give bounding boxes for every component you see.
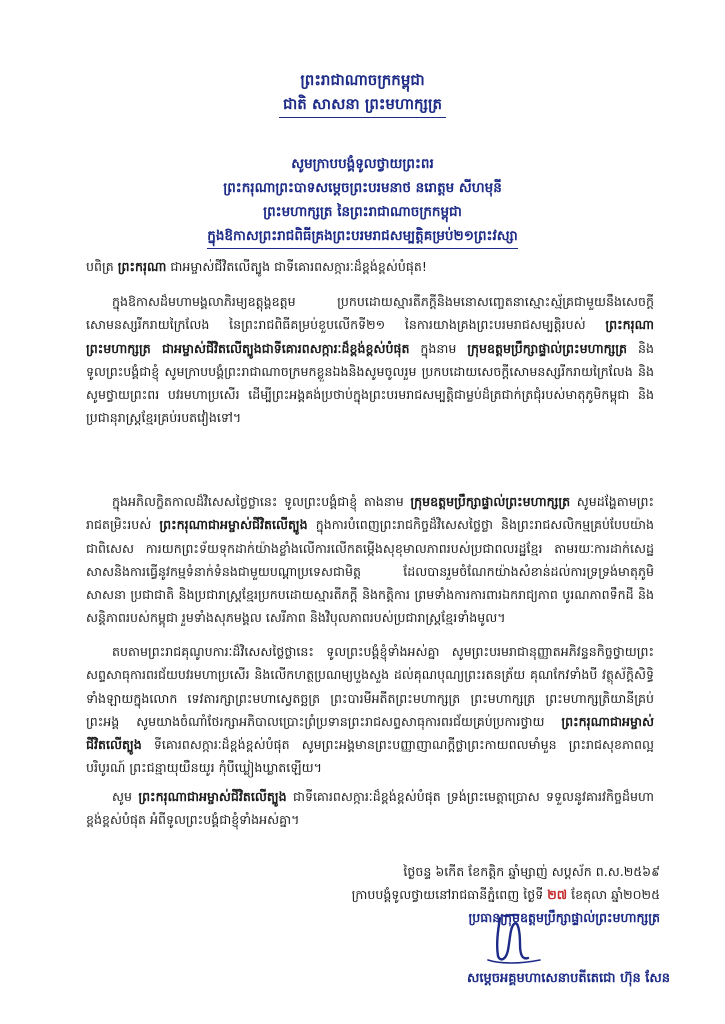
p3-text-a: តបតាមព្រះរាជគុណូបការៈដ៏វិសេសថ្លៃថ្លានេះ ទូលព្រះបង្គំខ្ញុំទាំងអស់គ្នា សូមព្រះបរមរាជានុញ្ញាតអភិវន្ទនកិច្ចថ្វាយព្រះសព្ទសាធុការពរជ័យបវរមហាប្រសើរ និងលើកហត្ថប្រណម្យបួងសួង ដល់គុណបុណ្យព្រះរតនត្រ័យ គុណកែវទាំងបី វត្ថុស័ក្តិសិទ្ធិទាំងឡាយក្នុងលោក ទេវតារក្សាព្រះមហាស្វេតច្ឆត្រ ព្រះបារមីអតីតព្រះមហាក្សត្រ ព្រះមហាក្សត្រ ព្រះមហាក្សត្រិយានីគ្រប់ព្រះអង្គ សូមយាងចំណាំថែរក្សាអភិបាលប្រោះព្រំប្រទានព្រះរាជសព្ទសាធុការពរជ័យគ្រប់ប្រការថ្វាយ bbox=[86, 644, 654, 729]
date-month-year: ខែតុលា ឆ្នាំ២០២៥ bbox=[571, 887, 660, 902]
title-line-2: ព្រះករុណាព្រះបាទសម្តេចព្រះបរមនាថ នរោត្តម សីហមុនី bbox=[223, 180, 502, 196]
letter-header bbox=[0, 68, 725, 118]
p1-text-a: ក្នុងឱកាសដ៏មហាមង្គលាភិរម្យឧត្តុង្គឧត្តម ប្រកបដោយស្មារតីភក្តីនិងមនោសញ្ចេតនាស្មោះស្ម័គ្រជាមួយនឹងសេចក្តីសោមនស្សរីករាយក្រៃលែង នៃព្រះរាជពិធីគម្រប់ខួបលើកទី២១ នៃការយាងគ្រងព្រះបរមរាជសម្បត្តិរបស់ bbox=[86, 294, 654, 333]
p1-bold-2: ក្រុមឧត្តមប្រឹក្សាផ្ទាល់ព្រះមហាក្សត្រ bbox=[467, 340, 628, 356]
paragraph-2 bbox=[86, 490, 654, 630]
p3-bold: ព្រះករុណាជាអម្ចាស់ជីវិតលើត្បូង bbox=[86, 713, 654, 753]
place-prefix: ក្រាបបង្គំទូលថ្វាយនៅរាជធានីភ្នំពេញ ថ្ងៃទី bbox=[351, 887, 544, 902]
p2-text-a: ក្នុងអភិលក្ខិតកាលដ៏វិសេសថ្លៃថ្លានេះ ទូលព្រះបង្គំជាខ្ញុំ តាងនាម bbox=[112, 494, 404, 509]
place-date bbox=[300, 883, 660, 906]
salutation bbox=[86, 255, 654, 278]
p4-bold: ព្រះករុណាជាអម្ចាស់ជីវិតលើត្បូង bbox=[138, 789, 287, 804]
title-line-1: សូមក្រាបបង្គំទូលថ្វាយព្រះពរ bbox=[291, 156, 434, 172]
paragraph-1 bbox=[86, 290, 654, 430]
letter-title-block bbox=[70, 152, 655, 249]
paragraph-4 bbox=[86, 785, 654, 832]
date-day: ២៧ bbox=[547, 887, 568, 902]
title-line-3: ព្រះមហាក្សត្រ នៃព្រះរាជាណាចក្រកម្ពុជា bbox=[263, 204, 462, 220]
p1-text-b: ក្នុងនាម bbox=[420, 340, 457, 356]
lunar-date: ថ្ងៃចន្ទ ៦កើត ខែកត្តិក ឆ្នាំម្សាញ់ សប្តស័ក ព.ស.២៥៦៩ bbox=[403, 864, 660, 879]
kingdom-title: ព្រះរាជាណាចក្រកម្ពុជា bbox=[300, 71, 425, 89]
paragraph-3 bbox=[86, 640, 654, 780]
salutation-prefix: បពិត្រ bbox=[86, 259, 114, 274]
signer-name: សម្តេចអគ្គមហាសេនាបតីតេជោ ហ៊ុន សែន bbox=[467, 971, 670, 986]
p2-text-c: ក្នុងការបំពេញព្រះរាជកិច្ចដ៏វិសេសថ្លៃថ្លា និងព្រះរាជសលិកម្មគ្រប់បែបយ៉ាង ជាពិសេស ការយកព្រះទ័យទុកដាក់យ៉ាងខ្លាំងលើការលើកតម្កើងសុខុមាលភាពរបស់ប្រជាពលរដ្ឋខ្មែរ តាមរយៈការដាក់សេដ្ឋសាសនិងការធ្វើនូវកម្មទំនាក់ទំនងជាមួយបណ្តាប្រទេសជាមិត្ត ដែលបានរួមចំណែកយ៉ាងសំខាន់ដល់ការទ្រទ្រង់មាតុភូមិ សាសនា ប្រជាជាតិ និងប្រជារាស្ត្រខ្មែរប្រកបដោយស្មារតីភក្តី និងកត្តិការ ព្រមទាំងការការពារឯករាជ្យភាព បូរណភាពទឹកដី និងសន្តិភាពរបស់កម្ពុជា រួមទាំងសុភមង្គល សេរីភាព និងវិបុលភាពរបស់ប្រជារាស្ត្រខ្មែរទាំងមូល។ bbox=[86, 517, 654, 626]
p4-text-b: ជាទីគោរពសក្ការៈដ៏ខ្ពង់ខ្ពស់បំផុត ទ្រង់ព្រះមេត្តាប្រោស ទទួលនូវគារវកិច្ចដ៏មហាខ្ពង់ខ្ពស់បំផុត អំពីទូលព្រះបង្គំជាខ្ញុំទាំងអស់គ្នា។ bbox=[86, 789, 654, 828]
p2-bold-2: ព្រះករុណាជាអម្ចាស់ជីវិតលើត្បូង bbox=[159, 517, 308, 533]
p3-text-b: ទីគោរពសក្ការៈដ៏ខ្ពង់ខ្ពស់បំផុត សូមព្រះអង្គមានព្រះបញ្ញាញាណក្តីថ្លាព្រះកាយពលមាំមួន ព្រះរាជសុខភាពល្អបរិបូរណ៍ ព្រះជន្មាយុយឺនយូរ កុំបីឃ្លៀងឃ្លាតឡើយ។ bbox=[86, 737, 654, 776]
salutation-bold: ព្រះករុណា bbox=[117, 259, 167, 274]
p4-text-a: សូម bbox=[112, 789, 132, 804]
p2-bold-1: ក្រុមឧត្តមប្រឹក្សាផ្ទាល់ព្រះមហាក្សត្រ bbox=[410, 494, 571, 509]
p2-text-b: សូមដង្ហែតាមព្រះរាជតម្រិះរបស់ bbox=[86, 494, 654, 533]
title-line-4: ក្នុងឱកាសព្រះរាជពិធីគ្រងព្រះបរមរាជសម្បត្តិគម្រប់២១ព្រះវស្សា bbox=[207, 224, 517, 249]
signature-icon bbox=[470, 910, 560, 970]
national-motto: ជាតិ សាសនា ព្រះមហាក្សត្រ bbox=[279, 92, 446, 118]
salutation-rest: ជាអម្ចាស់ជីវិតលើត្បូង ជាទីគោរពសក្ការៈដ៏ខ្ពង់ខ្ពស់បំផុត! bbox=[170, 259, 427, 274]
signer-role: ប្រធានក្រុមឧត្តមប្រឹក្សាផ្ទាល់ព្រះមហាក្សត្រ bbox=[468, 910, 660, 925]
p1-text-c: និងទូលព្រះបង្គំជាខ្ញុំ សូមក្រាបបង្គំព្រះរាជាណាចក្រមកខ្លួនឯងនិងសូមចូលរួម ប្រកបដោយសេចក្តីសោមនស្សរីករាយក្រៃលែង និងសូមថ្វាយព្រះពរ បវរមហាប្រសើរ ដើម្បីព្រះអង្គគង់ប្រថាប់ក្នុងព្រះបរមរាជសម្បត្តិជាម្លប់ដ៏ត្រជាក់ត្រជុំរបស់មាតុភូមិកម្ពុជា និងប្រជានុរាស្ត្រខ្មែរគ្រប់របតវៀងទៅ។ bbox=[86, 340, 654, 426]
p1-bold-1: ព្រះករុណា ព្រះមហាក្សត្រ ជាអម្ចាស់ជីវិតលើត្បូងជាទីគោរពសក្ការៈដ៏ខ្ពង់ខ្ពស់បំផុត bbox=[86, 317, 654, 356]
